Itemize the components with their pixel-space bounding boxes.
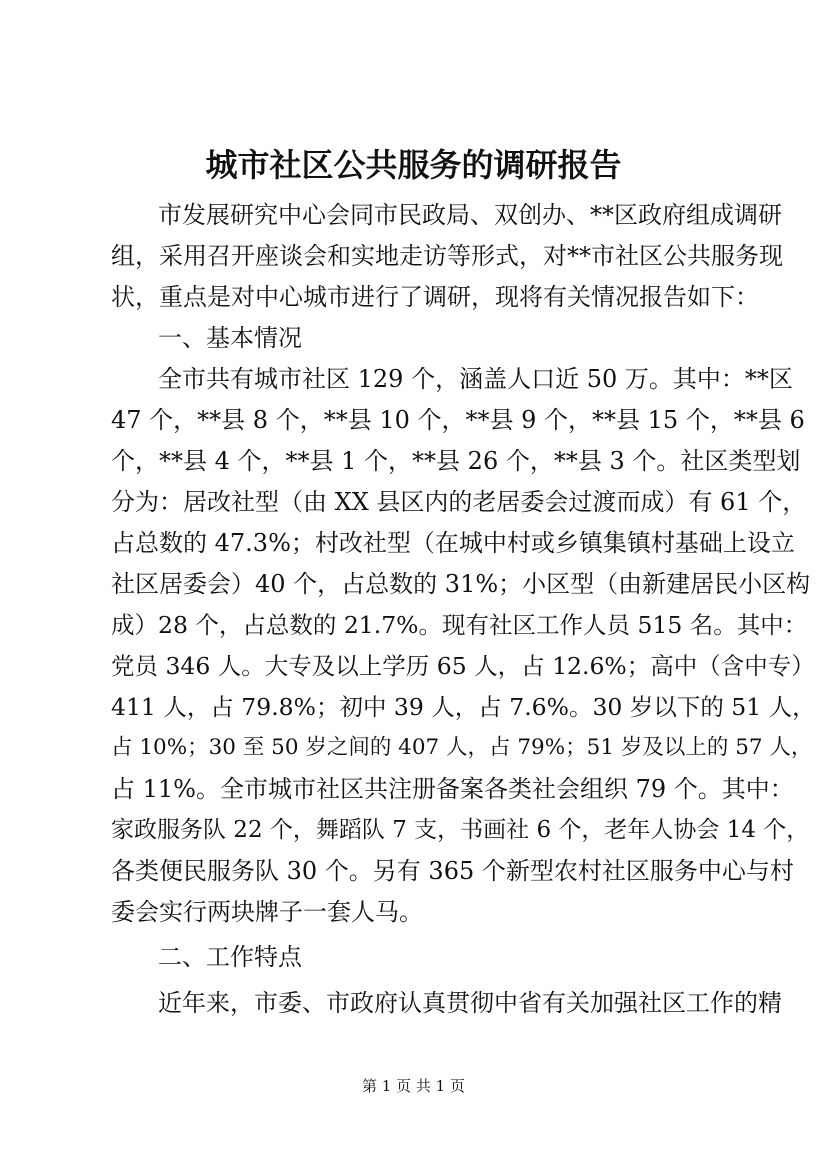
- paragraph-line: 个，**县 4 个，**县 1 个，**县 26 个，**县 3 个。社区类型划: [111, 447, 801, 475]
- paragraph-line: 占总数的 47.3%；村改社型（在城中村或乡镇集镇村基础上设立: [111, 529, 795, 557]
- paragraph-line: 分为：居改社型（由 XX 县区内的老居委会过渡而成）有 61 个，: [111, 488, 807, 516]
- page-footer: 第 1 页 共 1 页: [362, 1077, 465, 1095]
- paragraph-line: 组，采用召开座谈会和实地走访等形式，对**市社区公共服务现: [111, 242, 783, 270]
- paragraph-line: 占 10%；30 至 50 岁之间的 407 人，占 79%；51 岁及以上的 57 人，: [111, 735, 813, 760]
- paragraph-line: 市发展研究中心会同市民政局、双创办、**区政府组成调研: [158, 201, 782, 229]
- paragraph-line: 委会实行两块牌子一套人马。: [111, 898, 423, 926]
- section-heading: 一、基本情况: [158, 324, 302, 352]
- document-title: 城市社区公共服务的调研报告: [205, 146, 622, 184]
- paragraph-line: 占 11%。全市城市社区共注册备案各类社会组织 79 个。其中：: [111, 775, 794, 803]
- paragraph-line: 成）28 个，占总数的 21.7%。现有社区工作人员 515 名。其中：: [111, 611, 808, 639]
- paragraph-line: 党员 346 人。大专及以上学历 65 人，占 12.6%；高中（含中专）: [111, 652, 815, 680]
- paragraph-line: 社区居委会）40 个，占总数的 31%；小区型（由新建居民小区构: [111, 570, 811, 598]
- paragraph-line: 近年来，市委、市政府认真贯彻中省有关加强社区工作的精: [158, 989, 782, 1017]
- paragraph-line: 家政服务队 22 个，舞蹈队 7 支，书画社 6 个，老年人协会 14 个，: [111, 817, 810, 843]
- paragraph-line: 全市共有城市社区 129 个，涵盖人口近 50 万。其中：**区: [158, 365, 793, 393]
- paragraph-line: 各类便民服务队 30 个。另有 365 个新型农村社区服务中心与村: [111, 857, 794, 885]
- paragraph-line: 状，重点是对中心城市进行了调研，现将有关情况报告如下：: [111, 283, 759, 311]
- section-heading: 二、工作特点: [158, 943, 302, 971]
- paragraph-line: 411 人，占 79.8%；初中 39 人，占 7.6%。30 岁以下的 51 人，: [111, 693, 816, 721]
- paragraph-line: 47 个，**县 8 个，**县 10 个，**县 9 个，**县 15 个，**县 6: [111, 406, 805, 434]
